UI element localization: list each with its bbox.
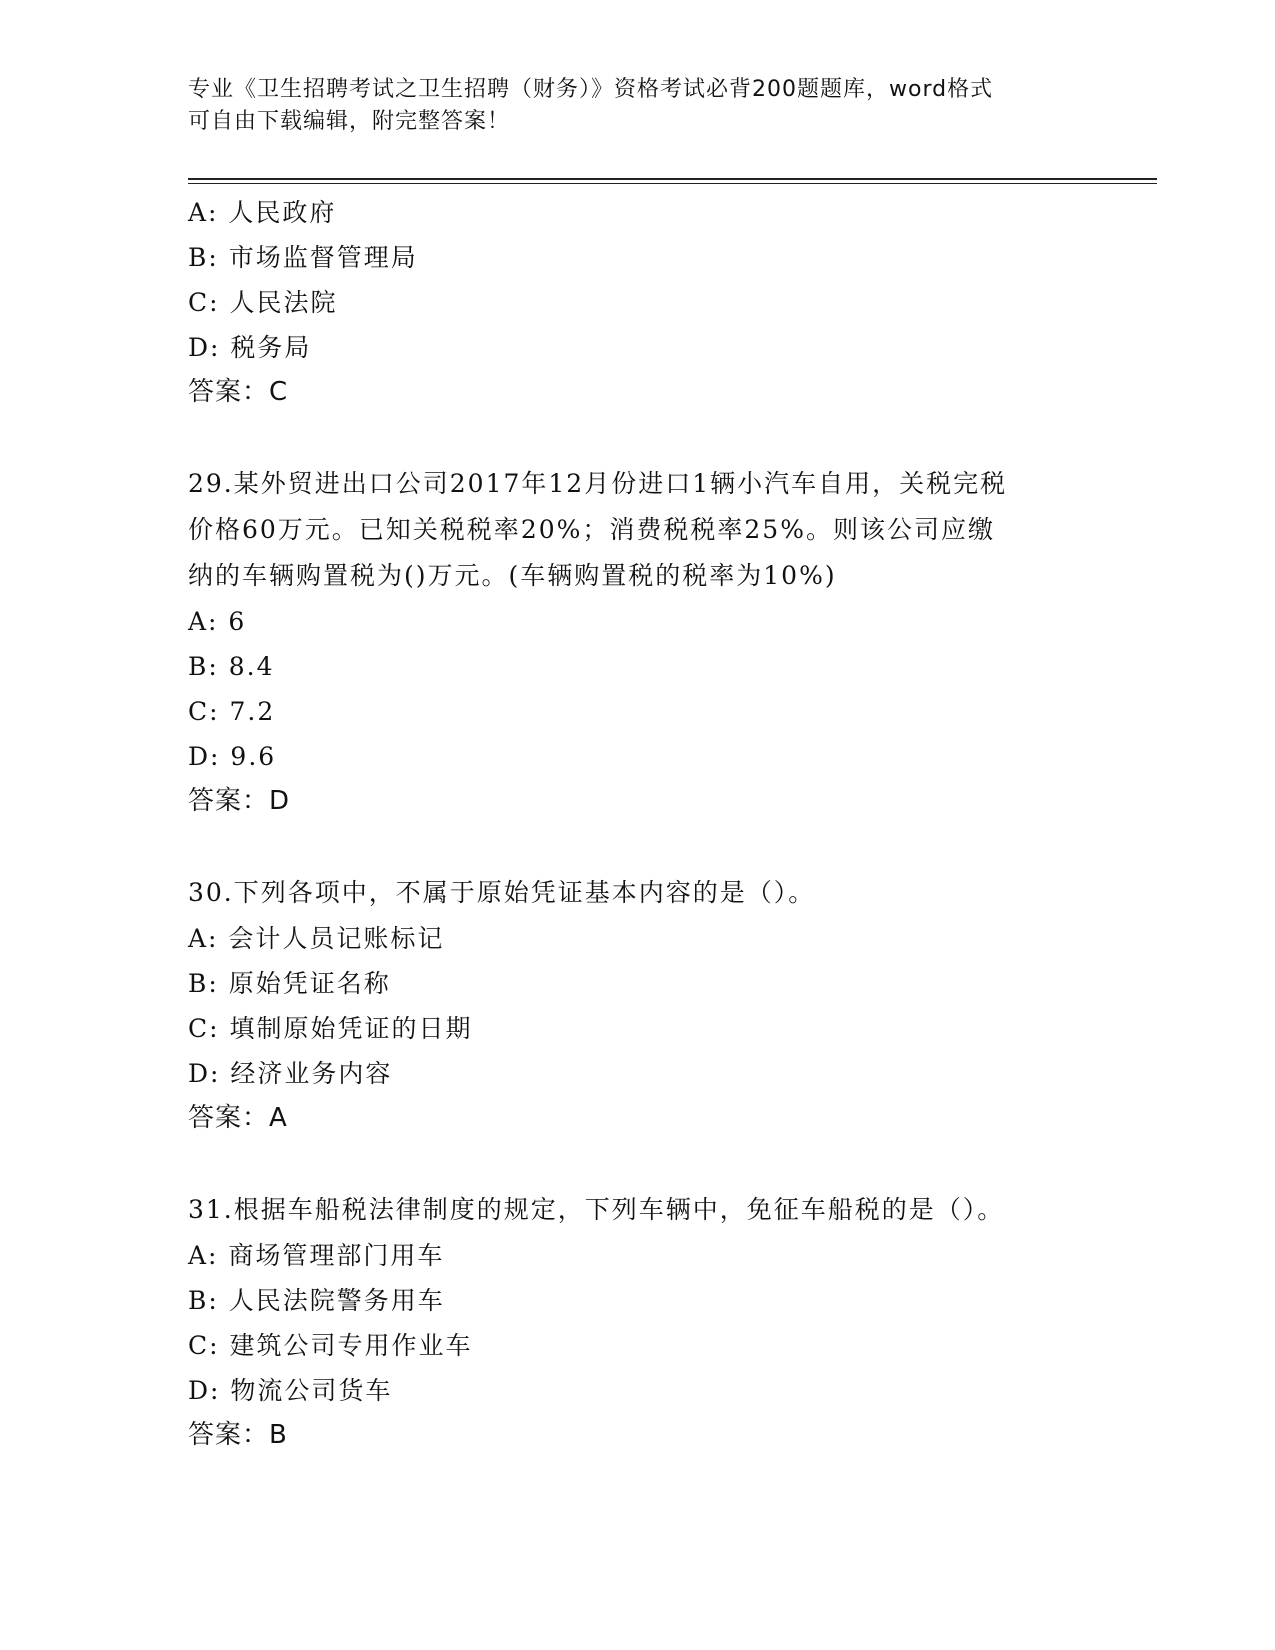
question-text: 31.根据车船税法律制度的规定，下列车辆中，免征车船税的是（）。 (188, 1195, 1005, 1224)
option-d: D: 物流公司货车 (188, 1376, 393, 1405)
option-b: B: 人民法院警务用车 (188, 1286, 445, 1315)
spacer (188, 824, 1088, 870)
option-b: B: 8.4 (188, 652, 275, 681)
document-header (188, 74, 1088, 138)
option-d: D: 税务局 (188, 333, 312, 362)
option-c: C: 7.2 (188, 697, 276, 726)
option-b: B: 市场监督管理局 (188, 243, 418, 272)
answer-line: 答案：B (188, 1420, 288, 1450)
option-a: A: 人民政府 (188, 198, 337, 227)
spacer (188, 1141, 1088, 1187)
question-30 (188, 870, 1088, 1141)
header-line-1: 专业《卫生招聘考试之卫生招聘（财务）》资格考试必背200题题库，word格式 (188, 77, 994, 102)
question-list (188, 190, 1088, 1458)
option-d: D: 9.6 (188, 742, 277, 771)
header-line-2: 可自由下载编辑，附完整答案！ (188, 109, 511, 134)
question-28 (188, 190, 1088, 415)
question-text-line: 纳的车辆购置税为()万元。(车辆购置税的税率为10%) (188, 561, 837, 590)
option-a: A: 会计人员记账标记 (188, 924, 445, 953)
option-c: C: 建筑公司专用作业车 (188, 1331, 473, 1360)
question-text-line: 价格60万元。已知关税税率20%；消费税税率25%。则该公司应缴 (188, 515, 995, 544)
option-c: C: 人民法院 (188, 288, 338, 317)
header-divider-thin (188, 183, 1157, 184)
spacer (188, 415, 1088, 461)
answer-line: 答案：A (188, 1103, 288, 1133)
option-b: B: 原始凭证名称 (188, 969, 391, 998)
question-31 (188, 1187, 1088, 1458)
option-c: C: 填制原始凭证的日期 (188, 1014, 473, 1043)
question-29 (188, 461, 1088, 824)
option-a: A: 6 (188, 607, 247, 636)
option-a: A: 商场管理部门用车 (188, 1241, 445, 1270)
answer-line: 答案：D (188, 786, 291, 816)
option-d: D: 经济业务内容 (188, 1059, 393, 1088)
question-text: 30.下列各项中，不属于原始凭证基本内容的是（）。 (188, 878, 816, 907)
answer-line: 答案：C (188, 377, 289, 407)
question-text-line: 29.某外贸进出口公司2017年12月份进口1辆小汽车自用，关税完税 (188, 469, 1008, 498)
header-divider-thick (188, 178, 1157, 180)
